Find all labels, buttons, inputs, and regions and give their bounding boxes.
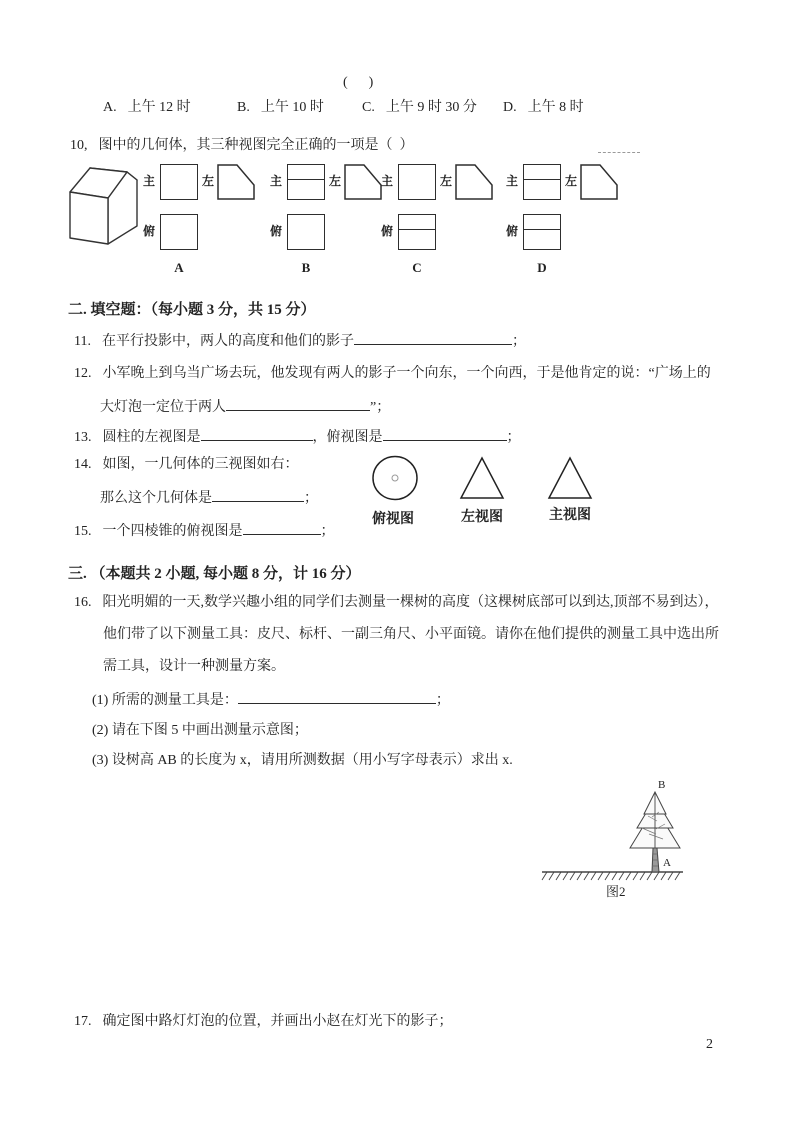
question-text-suffix: ”；	[370, 400, 391, 415]
option-text: 上午 10 时	[260, 100, 324, 115]
top-view-label: 俯	[381, 224, 394, 238]
question-16-sub2: (2) 请在下图 5 中画出测量示意图；	[92, 723, 308, 738]
question-14-line1	[74, 456, 299, 474]
front-view-label: 主	[143, 174, 156, 188]
q14-front-view-triangle	[547, 456, 593, 500]
question-number: 13.	[74, 430, 92, 445]
question-15	[74, 521, 335, 541]
question-12-line1	[74, 365, 711, 383]
question-14-line2	[100, 488, 318, 508]
question-16-line3: 需工具，设计一种测量方案。	[103, 659, 285, 674]
section-2-title: 二. 填空题：（每小题 3 分，共 15 分）	[68, 302, 316, 318]
q10-option-d	[506, 152, 624, 280]
option-text: 上午 8 时	[527, 100, 584, 115]
front-view-label: 主	[381, 174, 394, 188]
answer-blank	[226, 397, 370, 411]
q14-side-view-triangle	[459, 456, 505, 500]
question-text: 在平行投影中，两人的高度和他们的影子	[101, 334, 354, 349]
side-view-pentagon	[344, 164, 382, 200]
top-view-label: 俯	[143, 224, 156, 238]
top-view-square	[160, 214, 198, 250]
top-view-square-split	[398, 214, 436, 250]
section-3-title: 三. （本题共 2 小题, 每小题 8 分，计 16 分）	[68, 566, 361, 582]
question-16-line2: 他们带了以下测量工具：皮尺、标杆、一副三角尺、小平面镜。请你在他们提供的测量工具中选出所	[103, 627, 719, 642]
question-number: 11.	[74, 334, 91, 349]
q10-option-b	[270, 152, 388, 280]
q14-top-view-circle	[371, 455, 421, 503]
top-view-square-split	[523, 214, 561, 250]
side-view-label: 左	[440, 174, 453, 188]
q9-option-b	[237, 99, 324, 117]
q14-figure-label-side: 左视图	[461, 510, 503, 525]
option-text: 上午 9 时 30 分	[385, 100, 477, 115]
question-number: 12.	[74, 366, 92, 381]
q9-option-c	[362, 99, 477, 117]
q9-answer-paren: ( )	[343, 75, 374, 90]
top-view-label: 俯	[270, 224, 283, 238]
question-text: 圆柱的左视图是	[102, 430, 201, 445]
q14-figure-label-front: 主视图	[549, 508, 591, 523]
q9-option-a	[103, 99, 191, 117]
option-letter: B.	[237, 100, 250, 115]
question-13	[74, 427, 521, 447]
front-view-square	[398, 164, 436, 200]
option-letter: A	[174, 260, 184, 275]
top-view-label: 俯	[506, 224, 519, 238]
answer-blank	[383, 427, 507, 441]
front-view-square	[160, 164, 198, 200]
option-letter: D	[537, 260, 547, 275]
figure2-point-b-label: B	[658, 779, 666, 791]
question-number: 14.	[74, 457, 92, 472]
question-number: 17.	[74, 1014, 92, 1029]
question-text: 图中的几何体，其三种视图完全正确的一项是（ ）	[98, 138, 414, 153]
q9-option-d	[503, 99, 584, 117]
figure2-caption: 图2	[606, 884, 626, 899]
question-text: 一个四棱锥的俯视图是	[102, 524, 243, 539]
option-letter: D.	[503, 100, 517, 115]
question-number: 10,	[70, 138, 88, 153]
front-view-label: 主	[506, 174, 519, 188]
question-text-suffix: ；	[320, 524, 335, 539]
front-view-square-split	[287, 164, 325, 200]
q14-figure-label-top: 俯视图	[372, 512, 414, 527]
answer-blank	[212, 488, 304, 502]
question-text: ，俯视图是	[312, 430, 383, 445]
side-view-label: 左	[202, 174, 215, 188]
question-text: 确定图中路灯灯泡的位置，并画出小赵在灯光下的影子；	[102, 1014, 453, 1029]
answer-blank	[354, 331, 512, 345]
question-12-line2	[100, 397, 390, 417]
question-text-suffix: ；	[435, 693, 450, 708]
question-17	[74, 1013, 453, 1031]
side-view-label: 左	[329, 174, 342, 188]
question-number: 16.	[74, 595, 92, 610]
question-text: (1) 所需的测量工具是：	[92, 693, 238, 708]
question-text: 如图，一几何体的三视图如右：	[102, 457, 299, 472]
side-view-pentagon	[580, 164, 618, 200]
answer-blank	[201, 427, 313, 441]
page-number: 2	[706, 1037, 713, 1052]
side-view-label: 左	[565, 174, 578, 188]
option-letter: C.	[362, 100, 375, 115]
option-letter: C	[412, 260, 422, 275]
question-16-sub3: (3) 设树高 AB 的长度为 x，请用所测数据（用小写字母表示）求出 x.	[92, 753, 513, 768]
option-text: 上午 12 时	[127, 100, 191, 115]
question-text: 小军晚上到乌当广场去玩，他发现有两人的影子一个向东，一个向西，于是他肯定的说：“广场上的	[102, 366, 711, 381]
question-number: 15.	[74, 524, 92, 539]
side-view-pentagon	[455, 164, 493, 200]
front-view-square-split	[523, 164, 561, 200]
q10-option-c	[381, 152, 499, 280]
question-16-line1	[74, 594, 719, 612]
front-view-label: 主	[270, 174, 283, 188]
question-text: 阳光明媚的一天,数学兴趣小组的同学们去测量一棵树的高度（这棵树底部可以到达,顶部不易到达），	[102, 595, 719, 610]
question-text-suffix: ；	[304, 491, 318, 506]
answer-blank	[243, 521, 321, 535]
q10-option-a	[143, 152, 261, 280]
figure2-point-a-label: A	[663, 857, 671, 869]
question-text-suffix: ；	[511, 334, 526, 349]
top-view-square	[287, 214, 325, 250]
answer-blank	[238, 690, 436, 704]
option-letter: A.	[103, 100, 117, 115]
question-text: 那么这个几何体是	[100, 491, 212, 506]
question-11	[74, 331, 526, 351]
question-text: 大灯泡一定位于两人	[100, 400, 226, 415]
question-text-suffix: ；	[506, 430, 521, 445]
figure2-tree	[531, 776, 749, 894]
question-16-sub1	[92, 690, 450, 710]
option-letter: B	[301, 260, 311, 275]
side-view-pentagon	[217, 164, 255, 200]
q10-solid-figure	[62, 158, 147, 253]
